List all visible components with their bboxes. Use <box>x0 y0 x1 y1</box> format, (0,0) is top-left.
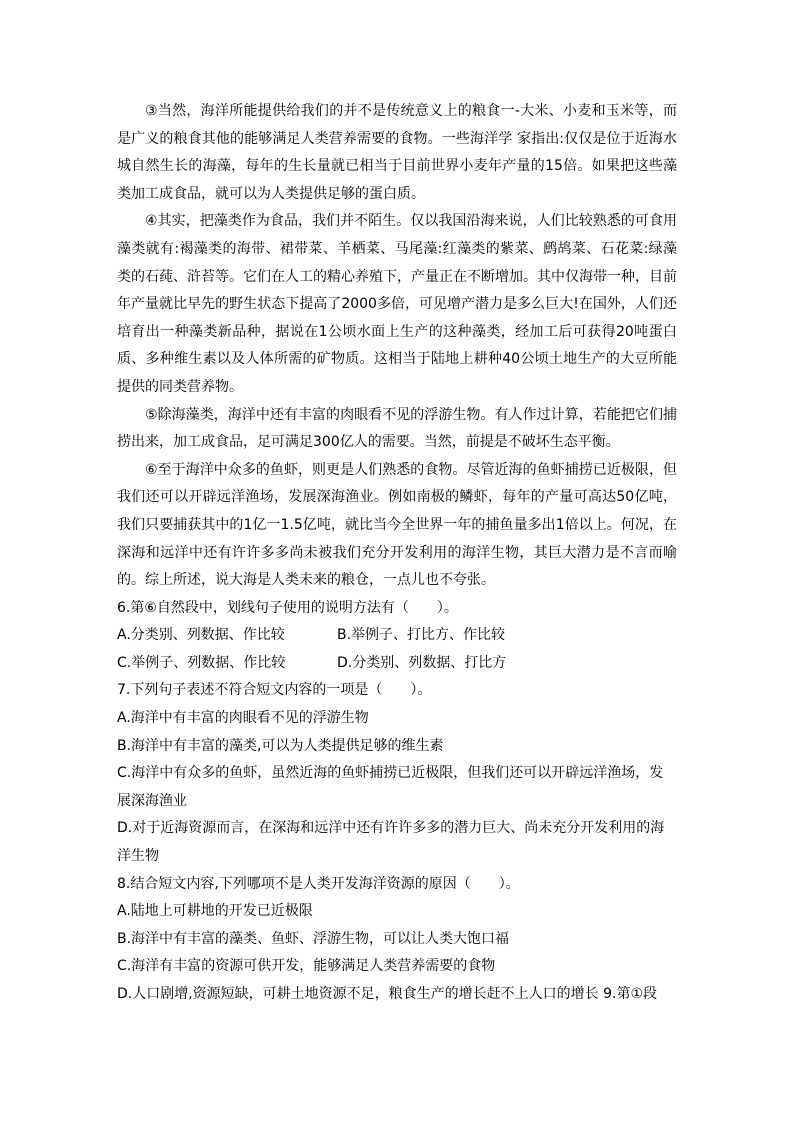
question-6 <box>117 595 677 678</box>
question-7-option-c: C.海洋中有众多的鱼虾，虽然近海的鱼虾捕捞已近极限，但我们还可以开辟远洋渔场，发展深海渔业 <box>117 765 664 809</box>
question-7-stem: 7.下列句子表述不符合短文内容的一项是（ ）。 <box>117 682 432 699</box>
paragraph-6: ⑥至于海洋中众多的鱼虾，则更是人们熟悉的食物。尽管近海的鱼虾捕捞已近极限，但我们还可以开辟远洋渔场，发展深海渔业。例如南极的鳞虾，每年的产量可高达50亿吨，我们只要捕获其中的1亿一1.5亿吨，就比当今全世界一年的捕鱼量多出1倍以上。何况，在深海和远洋中还有许许多多尚未被我们充分开发利用的海洋生物，其巨大潜力是不言而喻的。综上所述，说大海是人类未来的粮仓，一点儿也不夸张。 <box>117 461 677 589</box>
question-8 <box>117 871 677 1009</box>
question-8-option-b: B.海洋中有丰富的藻类、鱼虾、浮游生物，可以让人类大饱口福 <box>117 930 510 947</box>
question-6-option-c: C.举例子、列数据、作比较 <box>117 654 286 671</box>
question-7 <box>117 677 677 870</box>
question-6-options-row-1 <box>117 622 677 650</box>
question-7-option-b: B.海洋中有丰富的藻类,可以为人类提供足够的维生素 <box>117 737 444 754</box>
document-page <box>117 98 677 1009</box>
question-6-option-a: A.分类别、列数据、作比较 <box>117 627 285 644</box>
question-7-option-a: A.海洋中有丰富的肉眼看不见的浮游生物 <box>117 710 369 727</box>
question-6-option-b: B.举例子、打比方、作比较 <box>337 627 506 644</box>
question-6-option-d: D.分类别、列数据、打比方 <box>337 654 507 671</box>
question-8-option-d: D.人口剧增,资源短缺，可耕土地资源不足，粮食生产的增长赶不上人口的增长 9.第①段 <box>117 986 658 1002</box>
question-8-option-c: C.海洋有丰富的资源可供开发，能够满足人类营养需要的食物 <box>117 958 496 975</box>
paragraph-5: ⑤除海藻类，海洋中还有丰富的肉眼看不见的浮游生物。有人作过计算，若能把它们捕捞出来，加工成食品，足可满足300亿人的需要。当然，前提是不破坏生态平衡。 <box>117 406 677 451</box>
question-6-stem: 6.第⑥自然段中，划线句子使用的说明方法有（ ）。 <box>117 599 458 616</box>
paragraph-3: ③当然，海洋所能提供给我们的并不是传统意义上的粮食一-大米、小麦和玉米等，而是广义的粮食其他的能够满足人类营养需要的食物。一些海洋学 家指出:仅仅是位于近海水城自然生长的海藻，每年的生长量就已相当于目前世界小麦年产量的15倍。如果把这些藻类加工成食品，就可以为人类提供足够的蛋白质。 <box>117 103 677 202</box>
question-7-option-d: D.对于近海资源而言，在深海和远洋中还有许许多多的潜力巨大、尚未充分开发利用的海洋生物 <box>117 820 665 865</box>
question-8-option-a: A.陆地上可耕地的开发已近极限 <box>117 903 313 920</box>
question-8-stem: 8.结合短文内容,下列哪项不是人类开发海洋资源的原因（ ）。 <box>117 875 520 892</box>
question-6-options-row-2 <box>117 650 677 678</box>
paragraph-4: ④其实，把藻类作为食品，我们并不陌生。仅以我国沿海来说，人们比较熟悉的可食用藻类就有:褐藻类的海带、裙带菜、羊栖菜、马尾藻:红藻类的紫菜、鹧鸪菜、石花菜:绿藻类的石莼、浒苔等。它们在人工的精心养殖下，产量正在不断增加。其中仅海带一种，目前年产量就比早先的野生状态下提高了2000多倍，可见增产潜力是多么巨大!在国外，人们还培育出一种藻类新品种，据说在1公顷水面上生产的这种藻类，经加工后可获得20吨蛋白质、多种维生素以及人体所需的矿物质。这相当于陆地上耕种40公顷土地生产的大豆所能提供的同类营养物。 <box>117 213 677 395</box>
